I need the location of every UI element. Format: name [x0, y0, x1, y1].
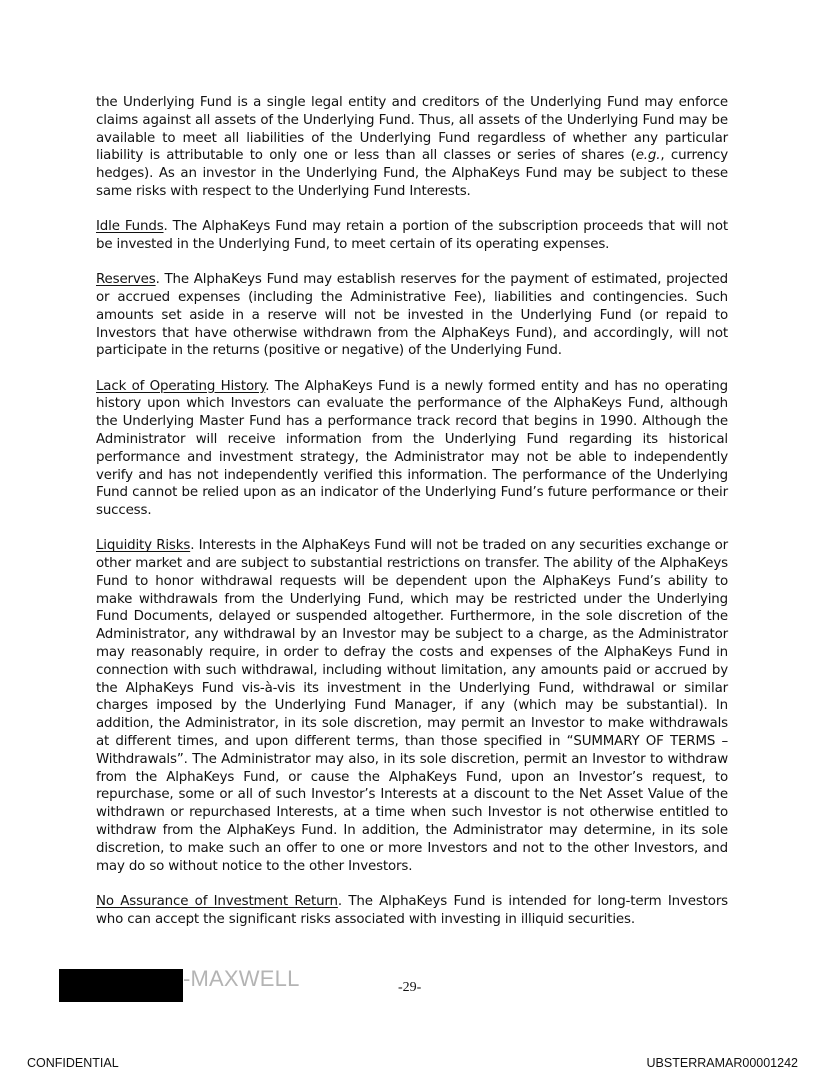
- paragraph-text: . The AlphaKeys Fund is a newly formed entity and has no operating history upon which Investors can evaluate the performance of the AlphaKeys Fund, although the Underlying Master Fund has a performance track record that begins in 1990. Although the Administrator will receive information from the Underlying Fund regarding its historical performance and investment strategy, the Administrator may not be able to independently verify and has not independently verified this information. The performance of the Underlying Fund cannot be relied upon as an indicator of the Underlying Fund’s future performance or their success.: [96, 378, 728, 519]
- heading-liquidity-risks: Liquidity Risks: [96, 538, 191, 554]
- paragraph-operating-history: [96, 378, 728, 520]
- redaction-box: [59, 969, 183, 1002]
- paragraph-investment-return: [96, 893, 728, 929]
- paragraph-reserves: [96, 271, 728, 360]
- paragraph-text: . Interests in the AlphaKeys Fund will not be traded on any securities exchange or other market and are subject to substantial restrictions on transfer. The ability of the AlphaKeys Fund to honor withdrawal requests will be dependent upon the AlphaKeys Fund’s ability to make withdrawals from the Underlying Fund, which may be restricted under the Underlying Fund Documents, delayed or suspended altogether. Furthermore, in the sole discretion of the Administrator, any withdrawal by an Investor may be subject to a charge, as the Administrator may reasonably require, in order to defray the costs and expenses of the AlphaKeys Fund in connection with such withdrawal, including without limitation, any amounts paid or accrued by the AlphaKeys Fund vis-à-vis its investment in the Underlying Fund, withdrawal or similar charges imposed by the Underlying Fund Manager, if any (which may be substantial). In addition, the Administrator, in its sole discretion, may permit an Investor to make withdrawals at different times, and upon different terms, than those specified in “SUMMARY OF TERMS – Withdrawals”. The Administrator may also, in its sole discretion, permit an Investor to withdraw from the AlphaKeys Fund, or cause the AlphaKeys Fund, upon an Investor’s request, to repurchase, some or all of such Investor’s Interests at a discount to the Net Asset Value of the withdrawn or repurchased Interests, at a time when such Investor is not otherwise entitled to withdraw from the AlphaKeys Fund. In addition, the Administrator may determine, in its sole discretion, to make such an offer to one or more Investors and not to the other Investors, and may do so without notice to the other Investors.: [96, 538, 728, 874]
- paragraph-text: , currency hedges). As an investor in the Underlying Fund, the AlphaKeys Fund may be subject to these same risks with respect to the Underlying Fund Interests.: [96, 148, 728, 199]
- paragraph-text: the Underlying Fund is a single legal entity and creditors of the Underlying Fund may enforce claims against all assets of the Underlying Fund. Thus, all assets of the Underlying Fund may be available to meet all liabilities of the Underlying Fund regardless of whether any particular liability is attributable to only one or less than all classes or series of shares (: [96, 95, 728, 164]
- paragraph-text: . The AlphaKeys Fund may retain a portion of the subscription proceeds that will not be invested in the Underlying Fund, to meet certain of its operating expenses.: [96, 219, 728, 252]
- paragraph-fund-liability: [96, 94, 728, 201]
- paragraph-text: . The AlphaKeys Fund may establish reserves for the payment of estimated, projected or accrued expenses (including the Administrative Fee), liabilities and contingencies. Such amounts set aside in a reserve will not be invested in the Underlying Fund (or repaid to Investors that have otherwise withdrawn from the AlphaKeys Fund), and accordingly, will not participate in the returns (positive or negative) of the Underlying Fund.: [96, 272, 728, 359]
- page-number: -29-: [398, 980, 422, 995]
- heading-reserves: Reserves: [96, 272, 156, 288]
- document-body: [96, 94, 728, 946]
- paragraph-idle-funds: [96, 218, 728, 254]
- paragraph-text: . The AlphaKeys Fund is intended for long-term Investors who can accept the significant risks associated with investing in illiquid securities.: [96, 893, 729, 927]
- watermark-text: -MAXWELL: [183, 966, 300, 991]
- confidential-label: CONFIDENTIAL: [27, 1056, 119, 1070]
- heading-investment-return: No Assurance of Investment Return: [96, 893, 338, 909]
- paragraph-liquidity-risks: [96, 537, 728, 875]
- emphasis-eg: e.g.: [635, 148, 661, 164]
- bates-number: UBSTERRAMAR00001242: [646, 1056, 798, 1070]
- heading-operating-history: Lack of Operating History: [96, 378, 266, 394]
- heading-idle-funds: Idle Funds: [96, 219, 164, 235]
